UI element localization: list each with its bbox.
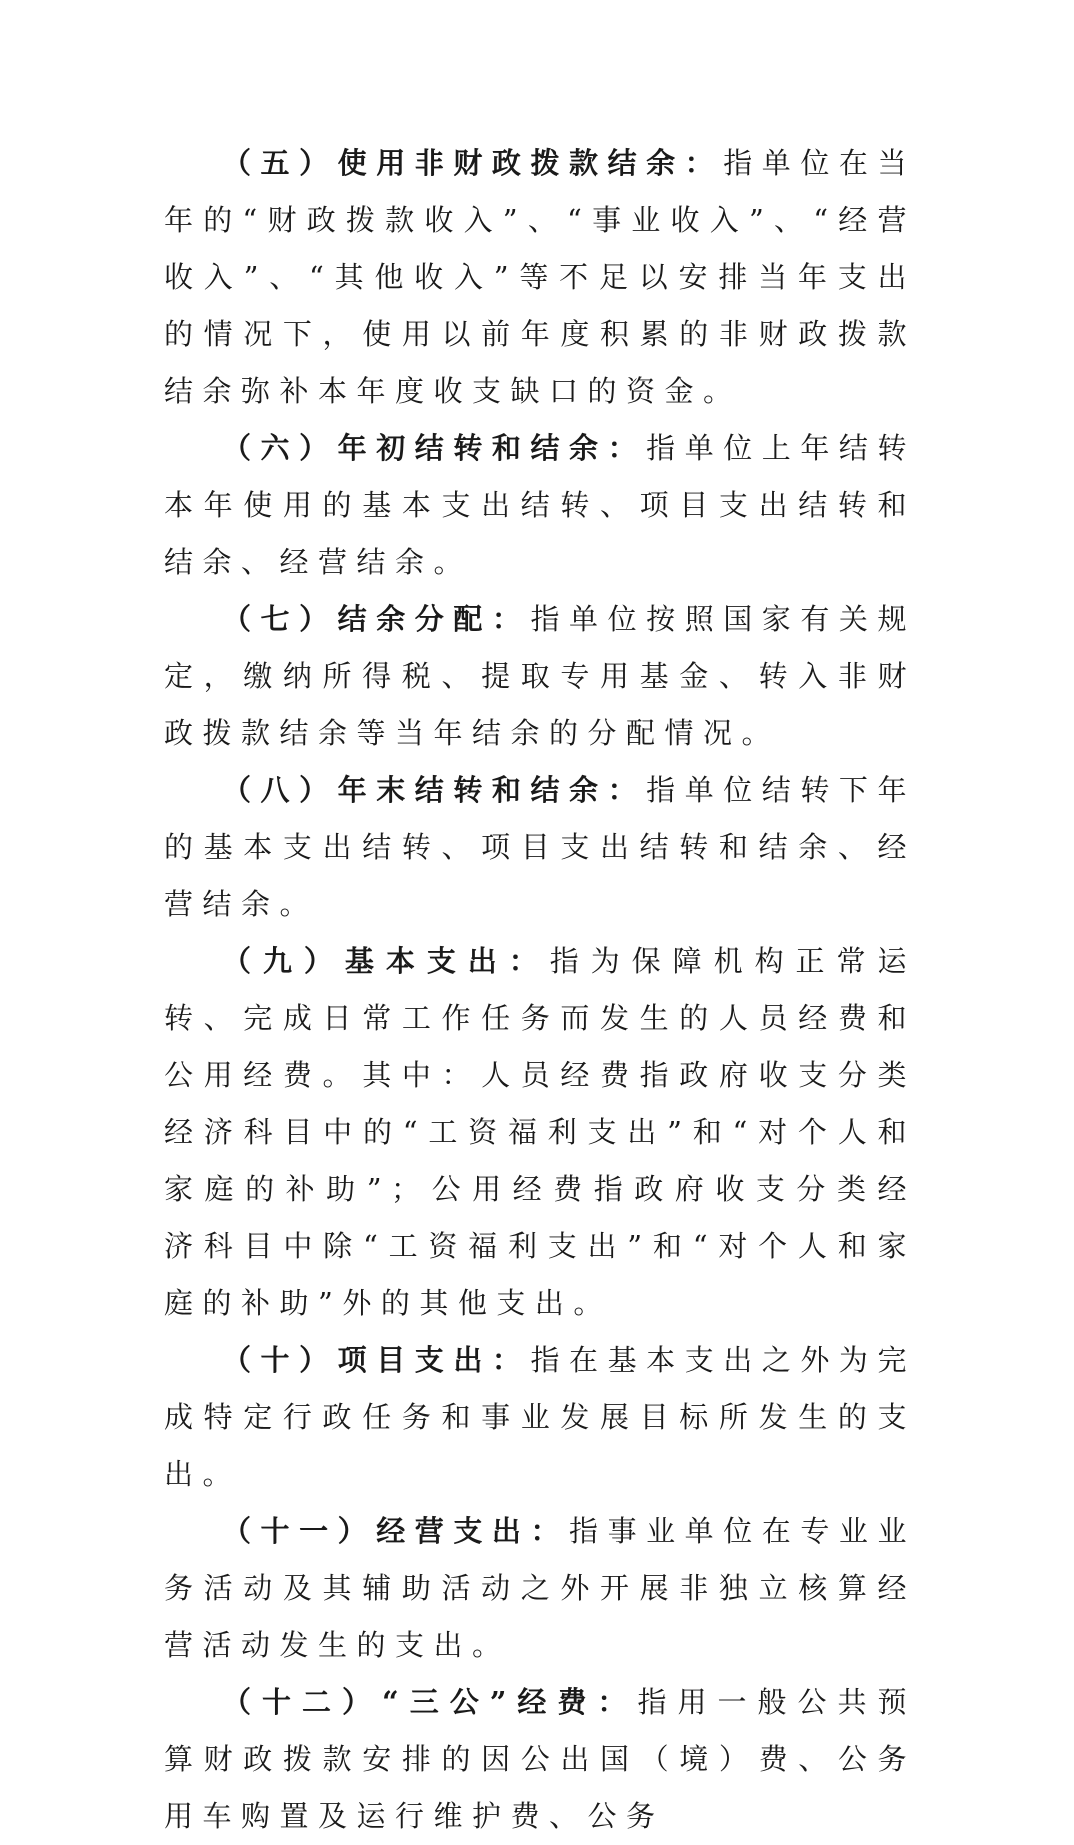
- paragraph-opening-carryover: [164, 420, 916, 591]
- paragraph-basic-expenditure: [164, 933, 916, 1332]
- term-definition: 指在基本支出之外为完成特定行政任务和事业发展目标所发生的支出。: [164, 1343, 916, 1491]
- term-heading: （十二）“三公”经费：: [222, 1685, 638, 1719]
- term-heading: （七）结余分配：: [222, 602, 531, 636]
- term-heading: （十）项目支出：: [222, 1343, 531, 1377]
- term-definition: 指事业单位在专业业务活动及其辅助活动之外开展非独立核算经营活动发生的支出。: [164, 1514, 916, 1662]
- term-heading: （十一）经营支出：: [222, 1514, 570, 1548]
- term-heading: （五）使用非财政拨款结余：: [222, 146, 724, 180]
- paragraph-three-public-expenses: [164, 1674, 916, 1845]
- term-definition: 指单位上年结转本年使用的基本支出结转、项目支出结转和结余、经营结余。: [164, 431, 916, 579]
- paragraph-operating-expenditure: [164, 1503, 916, 1674]
- document-page: [164, 135, 916, 1845]
- term-heading: （八）年末结转和结余：: [222, 773, 647, 807]
- term-heading: （六）年初结转和结余：: [222, 431, 647, 465]
- paragraph-non-fiscal-surplus-usage: [164, 135, 916, 420]
- term-definition: 指用一般公共预算财政拨款安排的因公出国（境）费、公务用车购置及运行维护费、公务: [164, 1685, 916, 1833]
- term-definition: 指单位在当年的“财政拨款收入”、“事业收入”、“经营收入”、“其他收入”等不足以安排当年支出的情况下，使用以前年度积累的非财政拨款结余弥补本年度收支缺口的资金。: [164, 146, 916, 408]
- paragraph-project-expenditure: [164, 1332, 916, 1503]
- term-definition: 指单位结转下年的基本支出结转、项目支出结转和结余、经营结余。: [164, 773, 916, 921]
- paragraph-surplus-distribution: [164, 591, 916, 762]
- paragraph-closing-carryover: [164, 762, 916, 933]
- term-definition: 指单位按照国家有关规定，缴纳所得税、提取专用基金、转入非财政拨款结余等当年结余的分配情况。: [164, 602, 916, 750]
- term-heading: （九）基本支出：: [222, 944, 550, 978]
- term-definition: 指为保障机构正常运转、完成日常工作任务而发生的人员经费和公用经费。其中：人员经费指政府收支分类经济科目中的“工资福利支出”和“对个人和家庭的补助”；公用经费指政府收支分类经济科目中除“工资福利支出”和“对个人和家庭的补助”外的其他支出。: [164, 944, 916, 1320]
